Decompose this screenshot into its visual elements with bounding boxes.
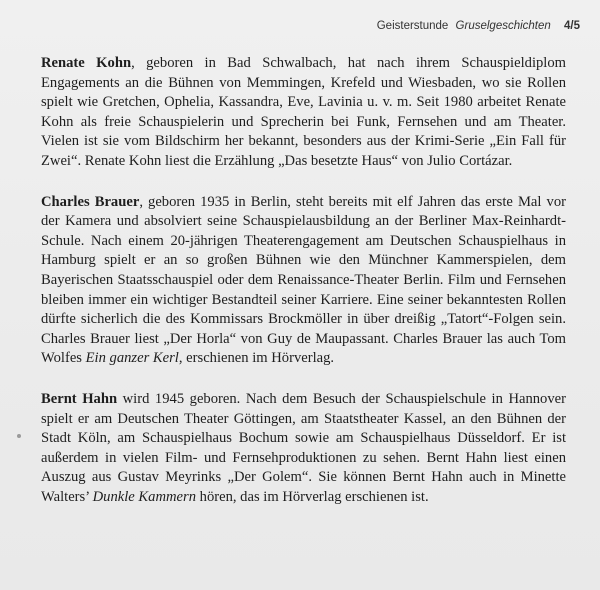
series-title: Geisterstunde [376,20,449,32]
biographies [41,54,566,528]
bio-name: Charles Brauer [41,193,140,210]
bio-name: Renate Kohn [41,55,132,71]
margin-dot [17,434,21,438]
bio-text-end: hören, das im Hörverlag erschienen ist. [196,488,429,505]
bio-text: , geboren in Bad Schwalbach, hat nach ihrem Schauspieldiplom Engagements an die Bühnen von Memmingen, Krefeld und Wiesbaden, wo sie Rollen spielt wie Gretchen, Ophelia, Kassandra, Eve, Lavinia u. v. m. Seit 1980 arbeitet Renate Kohn als freie Schauspielerin und Sprecherin bei Funk, Fernsehen und am Theater. Vielen ist sie vom Bildschirm her bekannt, besonders aus der Krimi-Serie „Ein Fall für Zwei“. Renate Kohn liest die Erzählung „Das besetzte Haus“ von Julio Cortázar. [41,55,566,169]
series-subtitle: Gruselgeschichten [455,20,551,32]
bio-name: Bernt Hahn [41,390,118,407]
page-number: 4/5 [564,20,580,32]
bio-charles-brauer [41,193,566,369]
bio-bernt-hahn [41,390,566,508]
page-header [377,20,580,32]
bio-text: , geboren 1935 in Berlin, steht bereits mit elf Jahren das erste Mal vor der Kamera und absolviert seine Schauspielausbildung an der Berliner Max-Reinhardt-Schule. Nach einem 20-jährigen Theaterengagement am Deutschen Schauspielhaus in Hamburg spielt er an so großen Bühnen wie den Münchner Kammerspielen, dem Bayerischen Staatsschauspiel oder dem Renaissance-Theater Berlin. Film und Fernsehen bleiben immer ein wichtiger Bestandteil seiner Karriere. Eine seiner bekanntesten Rollen dürfte sicherlich die des Kommissars Brockmöller in über dreißig „Tatort“-Folgen sein. Charles Brauer liest „Der Horla“ von Guy de Maupassant. Charles Brauer las auch Tom Wolfes [41,193,566,367]
bio-text-end: , erschienen im Hörverlag. [178,350,335,367]
bio-work-title: Dunkle Kammern [92,488,196,505]
bio-renate-kohn [41,54,566,172]
bio-work-title: Ein ganzer Kerl [85,350,179,367]
bio-text: wird 1945 geboren. Nach dem Besuch der Schauspielschule in Hannover spielt er am Deutschen Theater Göttingen, am Staatstheater Kassel, an den Bühnen der Stadt Köln, am Schauspielhaus Bochum sowie am Schauspielhaus Düsseldorf. Er ist außerdem in vielen Film- und Fernsehproduktionen zu sehen. Bernt Hahn liest einen Auszug aus Gustav Meyrinks „Der Golem“. Sie können Bernt Hahn auch in Minette Walters’ [41,390,566,505]
